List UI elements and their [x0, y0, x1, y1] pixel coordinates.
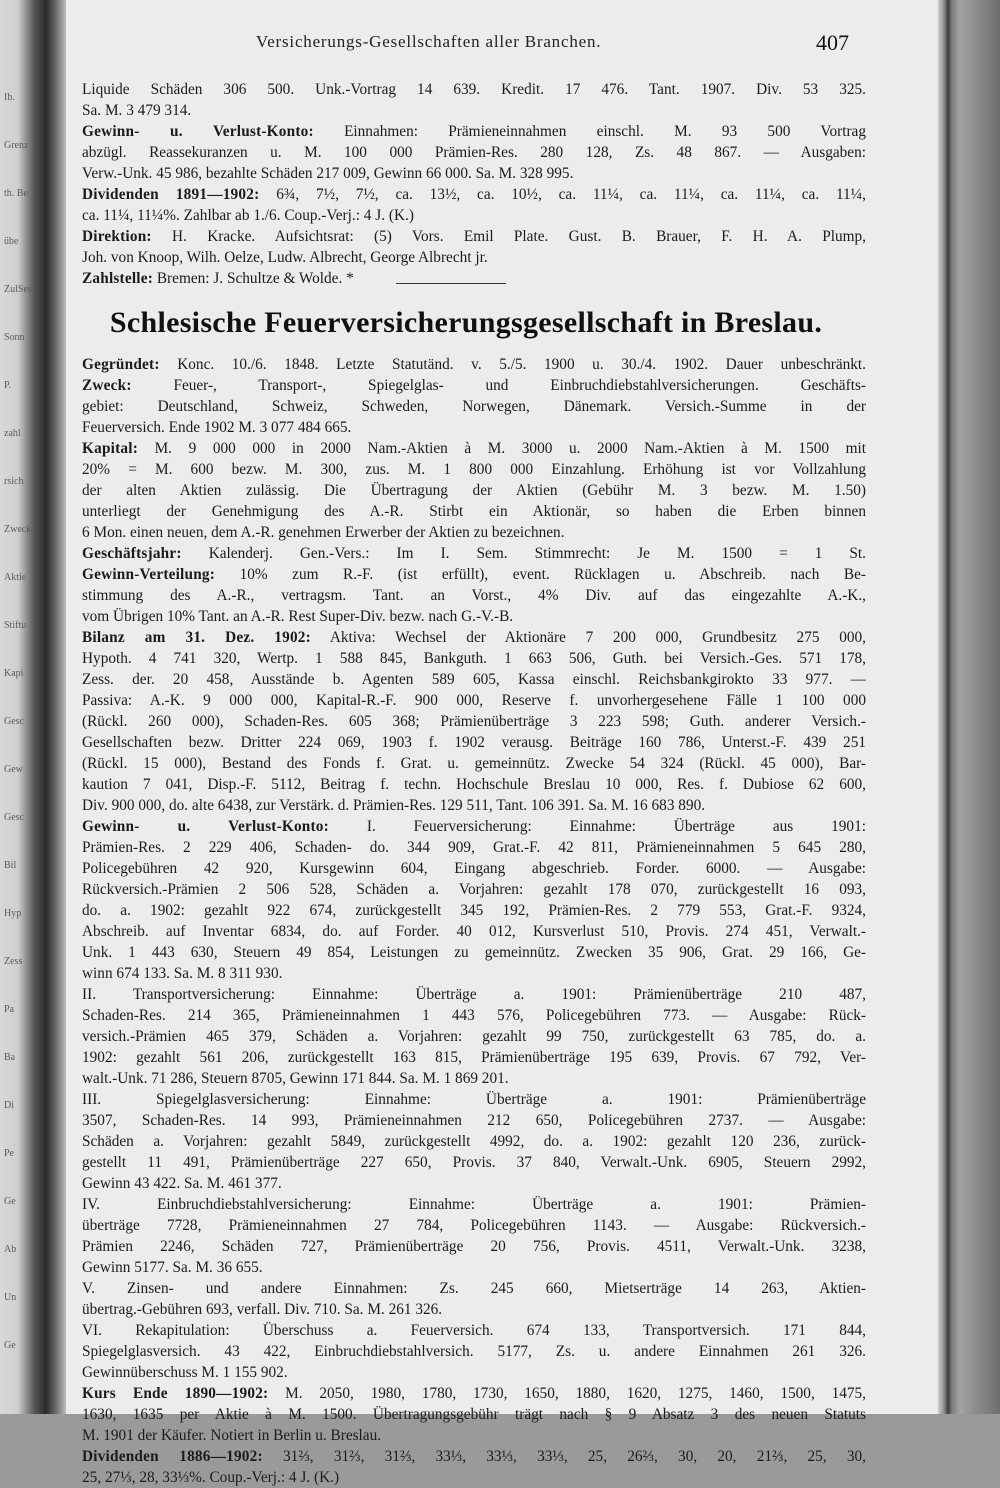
margin-fragment: Ib. [4, 92, 15, 103]
text-line: Dividenden 1891—1902: 6¾, 7½, 7½, ca. 13½, ca. 10½, ca. 11¼, ca. 11¼, ca. 11¼, ca. 11¼, [82, 186, 866, 203]
text-line: IV. Einbruchdiebstahlversicherung: Einnahme: Überträge a. 1901: Prämien- [82, 1196, 866, 1213]
margin-fragment: zahl [4, 428, 21, 439]
text-line: abzügl. Reassekuranzen u. M. 100 000 Prämien-Res. 280 128, Zs. 48 867. — Ausgaben: [82, 144, 866, 161]
text-line: Unk. 1 443 630, Steuern 49 854, Leistungen zu gemeinnütz. Zwecken 35 906, Grat. 29 166, Ge- [82, 944, 866, 961]
margin-fragment: Zweck [4, 524, 32, 535]
margin-fragment: Gew [4, 764, 23, 775]
text-line: VI. Rekapitulation: Überschuss a. Feuerversich. 674 133, Transportversich. 171 844, [82, 1322, 866, 1339]
text-line: ca. 11¼, 11¼%. Zahlbar ab 1./6. Coup.-Verj.: 4 J. (K.) [82, 207, 414, 224]
text-line: Policegebühren 42 920, Kursgewinn 604, Eingang abgeschrieb. Forder. 6000. — Ausgabe: [82, 860, 866, 877]
margin-fragment: Sonn [4, 332, 25, 343]
text-line: Geschäftsjahr: Kalenderj. Gen.-Vers.: Im I. Sem. Stimmrecht: Je M. 1500 = 1 St. [82, 545, 866, 562]
margin-fragment: Hyp [4, 908, 22, 919]
text-line: Liquide Schäden 306 500. Unk.-Vortrag 14 639. Kredit. 17 476. Tant. 1907. Div. 53 325. [82, 81, 866, 98]
text-line: Gewinn- u. Verlust-Konto: Einnahmen: Prämieneinnahmen einschl. M. 93 500 Vortrag [82, 123, 866, 140]
text-line: Joh. von Knoop, Wilh. Oelze, Ludw. Albrecht, George Albrecht jr. [82, 249, 488, 266]
text-line: Gewinn 5177. Sa. M. 36 655. [82, 1259, 263, 1276]
text-line: walt.-Unk. 71 286, Steuern 8705, Gewinn 171 844. Sa. M. 1 869 201. [82, 1070, 509, 1087]
margin-fragment: Kapi [4, 668, 24, 679]
entry-keyword: Zweck: [82, 377, 132, 394]
entry-keyword: Gewinn-Verteilung: [82, 566, 216, 583]
text-line: Prämien-Res. 2 229 406, Schaden- do. 344 909, Grat.-F. 42 811, Prämieneinnahmen 5 645 280, [82, 839, 866, 856]
text-line: 1630, 1635 per Aktie à M. 1500. Übertragungsgebühr trägt nach § 9 Absatz 3 des neuen Statuts [82, 1406, 866, 1423]
margin-fragment: P. [4, 380, 11, 391]
entry-keyword: Gegründet: [82, 356, 160, 373]
text-line: Div. 900 000, do. alte 6438, zur Verstärk. d. Prämien-Res. 129 511, Tant. 106 391. Sa. M. 16 683 890. [82, 797, 706, 814]
text-line: Dividenden 1886—1902: 31⅔, 31⅔, 31⅔, 33⅓, 33⅓, 33⅓, 25, 26⅔, 30, 20, 21⅔, 25, 30, [82, 1448, 866, 1465]
page-header [66, 30, 866, 60]
book-page [66, 0, 938, 1486]
text-line: der alten Aktien zulässig. Die Übertragung der Aktien (Gebühr M. 3 bezw. M. 1.50) [82, 482, 866, 499]
entry-keyword: Gewinn- u. Verlust-Konto: [82, 818, 329, 835]
text-line: Kurs Ende 1890—1902: M. 2050, 1980, 1780, 1730, 1650, 1880, 1620, 1275, 1460, 1500, 1475, [82, 1385, 866, 1402]
margin-fragment: Ab [4, 1244, 17, 1255]
page-edge-shadow [938, 0, 1000, 1414]
text-line: Gewinn-Verteilung: 10% zum R.-F. (ist erfüllt), event. Rücklagen u. Abschreib. nach Be- [82, 566, 866, 583]
text-line: (Rückl. 260 000), Schaden-Res. 605 368; Prämienüberträge 3 223 598; Guth. anderer Versich.- [82, 713, 866, 730]
text-line: kaution 7 041, Disp.-F. 5112, Beitrag f. techn. Hochschule Breslau 10 000, Res. f. Dubiose 62 600, [82, 776, 866, 793]
text-line: übertrag.-Gebühren 693, verfall. Div. 710. Sa. M. 261 326. [82, 1301, 443, 1318]
margin-fragment: Gesc [4, 716, 24, 727]
margin-fragment: Ge [4, 1340, 16, 1351]
text-line: 20% = M. 600 bezw. M. 300, zus. M. 1 800 000 Einzahlung. Erhöhung ist vor Vollzahlung [82, 461, 866, 478]
entry-keyword: Dividenden 1886—1902: [82, 1448, 263, 1465]
text-line: Passiva: A.-K. 9 000 000, Kapital-R.-F. 900 000, Reserve f. unvorhergesehene Fälle 1 100 000 [82, 692, 866, 709]
text-line: gestellt 11 491, Prämienüberträge 227 650, Provis. 37 840, Verwalt.-Unk. 6905, Steuern 2992, [82, 1154, 866, 1171]
margin-fragment: Bil [4, 860, 17, 871]
text-line: Zahlstelle: Bremen: J. Schultze & Wolde. * [82, 270, 354, 287]
text-line: (Rückl. 15 000), Bestand des Fonds f. Grat. u. gemeinnütz. Zwecke 54 324 (Rückl. 45 000), Bar- [82, 755, 866, 772]
margin-fragment: rsich [4, 476, 24, 487]
text-line: winn 674 133. Sa. M. 8 311 930. [82, 965, 283, 982]
margin-fragment: Un [4, 1292, 17, 1303]
text-line: Gewinn- u. Verlust-Konto: I. Feuerversicherung: Einnahme: Überträge aus 1901: [82, 818, 866, 835]
text-line: III. Spiegelglasversicherung: Einnahme: Überträge a. 1901: Prämienüberträge [82, 1091, 866, 1108]
text-line: Gewinnüberschuss M. 1 155 902. [82, 1364, 288, 1381]
text-line: Abschreib. auf Inventar 6834, do. auf Forder. 40 012, Kursverlust 510, Provis. 274 451, Verwalt.- [82, 923, 866, 940]
text-line: unterliegt der Genehmigung des A.-R. Stirbt ein Aktionär, so haben die Erben binnen [82, 503, 866, 520]
text-line: versich.-Prämien 465 379, Schäden a. Vorjahren: gezahlt 99 750, zurückgestellt 63 785, do. a. [82, 1028, 866, 1045]
margin-fragment: Zess [4, 956, 23, 967]
previous-company-entry [66, 79, 866, 289]
text-line: Bilanz am 31. Dez. 1902: Aktiva: Wechsel der Aktionäre 7 200 000, Grundbesitz 275 000, [82, 629, 866, 646]
entry-keyword: Geschäftsjahr: [82, 545, 182, 562]
text-line: Gewinn 43 422. Sa. M. 461 377. [82, 1175, 282, 1192]
margin-fragment: Aktie [4, 572, 27, 583]
margin-fragment: Pe [4, 1148, 14, 1159]
entry-keyword: Zahlstelle: [82, 270, 154, 287]
margin-fragment: Grenz [4, 140, 29, 151]
margin-fragment: Di [4, 1100, 14, 1111]
entry-keyword: Bilanz am 31. Dez. 1902: [82, 629, 311, 646]
entry-keyword: Dividenden 1891—1902: [82, 186, 260, 203]
entry-keyword: Kurs Ende 1890—1902: [82, 1385, 269, 1402]
company-entry-body [66, 354, 866, 1488]
text-line: 6 Mon. einen neuen, dem A.-R. genehmen Erwerber der Aktien zu bezeichnen. [82, 524, 565, 541]
section-divider [396, 283, 506, 284]
text-line: gebiet: Deutschland, Schweiz, Schweden, Norwegen, Dänemark. Versich.-Summe in der [82, 398, 866, 415]
text-line: Rückversich.-Prämien 2 506 528, Schäden a. Vorjahren: gezahlt 178 070, zurückgestellt 16 093, [82, 881, 866, 898]
text-line: 25, 27⅓, 28, 33⅓%. Coup.-Verj.: 4 J. (K.) [82, 1469, 340, 1486]
text-line: vom Übrigen 10% Tant. an A.-R. Rest Super-Div. bezw. nach G.-V.-B. [82, 608, 514, 625]
text-line: M. 1901 der Käufer. Notiert in Berlin u. Breslau. [82, 1427, 382, 1444]
text-line: Schaden-Res. 214 365, Prämieneinnahmen 1 443 576, Policegebühren 773. — Ausgabe: Rück- [82, 1007, 866, 1024]
text-line: V. Zinsen- und andere Einnahmen: Zs. 245 660, Mietserträge 14 263, Aktien- [82, 1280, 866, 1297]
text-line: Zess. der. 20 458, Ausstände b. Agenten 589 605, Kassa einschl. Reichsbankgirokto 33 977. — [82, 671, 866, 688]
section-title: Schlesische Feuerversicherungsgesellschaft in Breslau. [109, 306, 823, 339]
margin-fragment: Gesc [4, 812, 24, 823]
entry-keyword: Gewinn- u. Verlust-Konto: [82, 123, 314, 140]
text-line: Gesellschaften bezw. Dritter 224 069, 1903 f. 1902 verausg. Beiträge 160 786, Unterst.-F. 439 251 [82, 734, 866, 751]
margin-fragment: th. Be [4, 188, 28, 199]
margin-fragment: Pa [4, 1004, 14, 1015]
left-facing-page-strip [0, 0, 66, 1414]
margin-fragment: übe [4, 236, 19, 247]
text-line: Spiegelglasversich. 43 422, Einbruchdiebstahlversich. 5177, Zs. u. andere Einnahmen 261 326. [82, 1343, 866, 1360]
text-line: Gegründet: Konc. 10./6. 1848. Letzte Statutänd. v. 5./5. 1900 u. 30./4. 1902. Dauer unbeschränkt. [82, 356, 866, 373]
text-line: Sa. M. 3 479 314. [82, 102, 192, 119]
running-title: Versicherungs-Gesellschaften aller Branchen. [256, 32, 602, 51]
entry-keyword: Kapital: [82, 440, 138, 457]
text-line: Kapital: M. 9 000 000 in 2000 Nam.-Aktien à M. 3000 u. 2000 Nam.-Aktien à M. 1500 mit [82, 440, 866, 457]
page-number: 407 [816, 30, 849, 55]
text-line: do. a. 1902: gezahlt 922 674, zurückgestellt 345 192, Prämien-Res. 2 779 553, Grat.-F. 9324, [82, 902, 866, 919]
margin-fragment: Ge [4, 1196, 16, 1207]
text-line: Prämien 2246, Schäden 727, Prämienüberträge 20 756, Provis. 4511, Verwalt.-Unk. 3238, [82, 1238, 866, 1255]
entry-keyword: Direktion: [82, 228, 152, 245]
text-line: stimmung des A.-R., vertragsm. Tant. an Vorst., 4% Div. auf das eingezahlte A.-K., [82, 587, 866, 604]
text-line: Verw.-Unk. 45 986, bezahlte Schäden 217 009, Gewinn 66 000. Sa. M. 328 995. [82, 165, 574, 182]
text-line: Feuerversich. Ende 1902 M. 3 077 484 665. [82, 419, 352, 436]
text-line: Direktion: H. Kracke. Aufsichtsrat: (5) Vors. Emil Plate. Gust. B. Brauer, F. H. A. Plump, [82, 228, 866, 245]
text-line: II. Transportversicherung: Einnahme: Überträge a. 1901: Prämienüberträge 210 487, [82, 986, 866, 1003]
text-line: Hypoth. 4 741 320, Wertp. 1 588 845, Bankguth. 1 663 506, Guth. bei Versich.-Ges. 571 178, [82, 650, 866, 667]
text-line: Zweck: Feuer-, Transport-, Spiegelglas- und Einbruchdiebstahlversicherungen. Geschäfts- [82, 377, 866, 394]
text-line: überträge 7728, Prämieneinnahmen 27 784, Policegebühren 1143. — Ausgabe: Rückversich.- [82, 1217, 866, 1234]
margin-fragment: ZulSes [4, 284, 32, 295]
text-line: Schäden a. Vorjahren: gezahlt 5849, zurückgestellt 4992, do. a. 1902: gezahlt 120 236, zurück- [82, 1133, 866, 1150]
margin-fragment: Ba [4, 1052, 16, 1063]
text-line: 1902: gezahlt 561 206, zurückgestellt 163 815, Prämienüberträge 195 639, Provis. 67 792, Ver- [82, 1049, 866, 1066]
margin-fragment: Stiftu [4, 620, 27, 631]
text-line: 3507, Schaden-Res. 14 993, Prämieneinnahmen 212 650, Policegebühren 2737. — Ausgabe: [82, 1112, 866, 1129]
